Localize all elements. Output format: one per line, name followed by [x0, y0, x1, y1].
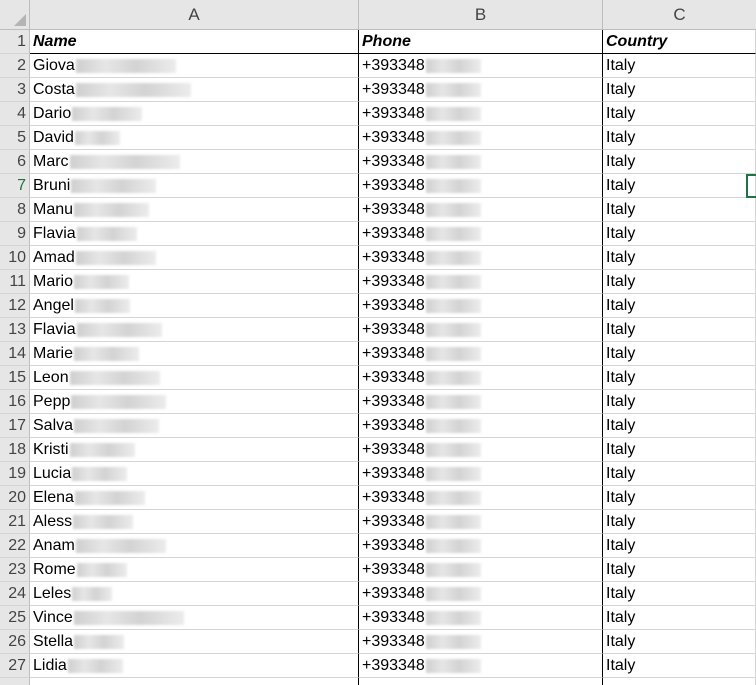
- redaction-blur: [426, 491, 481, 505]
- redaction-blur: [75, 491, 145, 505]
- row-header-10[interactable]: 10: [0, 246, 30, 270]
- name-text: Anam: [33, 537, 75, 554]
- redaction-blur: [426, 107, 481, 121]
- country-cell[interactable]: Italy: [603, 390, 756, 414]
- name-text: Aless: [33, 513, 73, 530]
- phone-text: +393348: [362, 249, 425, 266]
- header-country[interactable]: Country: [603, 30, 756, 54]
- phone-text: +393348: [362, 153, 425, 170]
- redaction-blur: [76, 59, 176, 73]
- select-all-corner[interactable]: [0, 0, 30, 30]
- row-header-13[interactable]: 13: [0, 318, 30, 342]
- phone-cell[interactable]: [359, 486, 603, 510]
- phone-text: +393348: [362, 225, 425, 242]
- redaction-blur: [426, 539, 481, 553]
- country-cell[interactable]: Italy: [603, 270, 756, 294]
- country-cell[interactable]: Italy: [603, 462, 756, 486]
- country-cell[interactable]: Italy: [603, 630, 756, 654]
- redaction-blur: [426, 467, 481, 481]
- redaction-blur: [74, 203, 149, 217]
- redaction-blur: [73, 515, 133, 529]
- country-cell[interactable]: Italy: [603, 150, 756, 174]
- redaction-blur: [426, 179, 481, 193]
- name-cell[interactable]: [30, 366, 359, 390]
- name-text: David: [33, 129, 74, 146]
- redaction-blur: [76, 83, 191, 97]
- phone-cell[interactable]: [359, 438, 603, 462]
- name-cell[interactable]: [30, 606, 359, 630]
- row-header-8[interactable]: 8: [0, 198, 30, 222]
- row-header-23[interactable]: 23: [0, 558, 30, 582]
- column-header-b[interactable]: B: [359, 0, 603, 30]
- redaction-blur: [426, 635, 481, 649]
- phone-cell[interactable]: [359, 246, 603, 270]
- name-text: Manu: [33, 201, 74, 218]
- country-cell[interactable]: Italy: [603, 534, 756, 558]
- name-cell[interactable]: [30, 390, 359, 414]
- phone-cell[interactable]: [359, 270, 603, 294]
- name-cell[interactable]: [30, 654, 359, 678]
- redaction-blur: [72, 467, 127, 481]
- phone-cell[interactable]: [359, 294, 603, 318]
- phone-text: +393348: [362, 393, 425, 410]
- row-header-6[interactable]: 6: [0, 150, 30, 174]
- name-cell[interactable]: [30, 54, 359, 78]
- country-cell[interactable]: Italy: [603, 558, 756, 582]
- phone-text: +393348: [362, 129, 425, 146]
- row-header-24[interactable]: 24: [0, 582, 30, 606]
- redaction-blur: [77, 227, 137, 241]
- row-header-15[interactable]: 15: [0, 366, 30, 390]
- phone-text: +393348: [362, 177, 425, 194]
- row-header-7[interactable]: 7: [0, 174, 30, 198]
- redaction-blur: [72, 107, 142, 121]
- phone-text: +393348: [362, 81, 425, 98]
- phone-cell[interactable]: [359, 150, 603, 174]
- row-header-18[interactable]: 18: [0, 438, 30, 462]
- redaction-blur: [426, 443, 481, 457]
- country-cell[interactable]: Italy: [603, 294, 756, 318]
- name-cell[interactable]: [30, 582, 359, 606]
- phone-cell[interactable]: [359, 462, 603, 486]
- phone-cell[interactable]: [359, 630, 603, 654]
- row-header-2[interactable]: 2: [0, 54, 30, 78]
- phone-text: +393348: [362, 633, 425, 650]
- redaction-blur: [75, 299, 130, 313]
- name-cell[interactable]: [30, 126, 359, 150]
- row-header-3[interactable]: 3: [0, 78, 30, 102]
- name-cell[interactable]: [30, 102, 359, 126]
- phone-cell[interactable]: [359, 318, 603, 342]
- row-header-11[interactable]: 11: [0, 270, 30, 294]
- country-cell[interactable]: Italy: [603, 222, 756, 246]
- row-header-22[interactable]: 22: [0, 534, 30, 558]
- redaction-blur: [68, 659, 123, 673]
- row-header-4[interactable]: 4: [0, 102, 30, 126]
- name-text: Flavia: [33, 225, 76, 242]
- phone-cell[interactable]: [359, 198, 603, 222]
- header-name[interactable]: Name: [30, 30, 359, 54]
- country-cell[interactable]: Italy: [603, 366, 756, 390]
- country-cell[interactable]: Italy: [603, 486, 756, 510]
- name-text: Leon: [33, 369, 69, 386]
- phone-cell[interactable]: [359, 78, 603, 102]
- phone-cell[interactable]: [359, 102, 603, 126]
- name-cell[interactable]: [30, 558, 359, 582]
- name-cell[interactable]: [30, 318, 359, 342]
- redaction-blur: [426, 203, 481, 217]
- name-cell[interactable]: [30, 462, 359, 486]
- phone-cell[interactable]: [359, 222, 603, 246]
- name-text: Costa: [33, 81, 75, 98]
- redaction-blur: [426, 323, 481, 337]
- name-text: Mario: [33, 273, 74, 290]
- row-header-9[interactable]: 9: [0, 222, 30, 246]
- redaction-blur: [70, 371, 160, 385]
- redaction-blur: [76, 251, 156, 265]
- phone-cell[interactable]: [359, 54, 603, 78]
- country-cell[interactable]: Italy: [603, 438, 756, 462]
- redaction-blur: [75, 131, 120, 145]
- phone-text: +393348: [362, 201, 425, 218]
- name-cell[interactable]: [30, 174, 359, 198]
- phone-text: +393348: [362, 585, 425, 602]
- name-text: Flavia: [33, 321, 76, 338]
- redaction-blur: [426, 275, 481, 289]
- redaction-blur: [70, 155, 180, 169]
- row-header-12[interactable]: 12: [0, 294, 30, 318]
- redaction-blur: [426, 563, 481, 577]
- select-all-triangle-icon: [14, 14, 26, 26]
- name-text: Amad: [33, 249, 75, 266]
- phone-text: +393348: [362, 609, 425, 626]
- phone-cell[interactable]: [359, 414, 603, 438]
- name-text: Lidia: [33, 657, 67, 674]
- phone-cell[interactable]: [359, 366, 603, 390]
- redaction-blur: [77, 563, 127, 577]
- redaction-blur: [74, 347, 139, 361]
- country-cell[interactable]: Italy: [603, 342, 756, 366]
- redaction-blur: [72, 587, 112, 601]
- phone-cell[interactable]: [359, 606, 603, 630]
- name-text: Lucia: [33, 465, 72, 482]
- redaction-blur: [76, 539, 166, 553]
- country-cell[interactable]: Italy: [603, 126, 756, 150]
- phone-text: +393348: [362, 465, 425, 482]
- redaction-blur: [426, 155, 481, 169]
- redaction-blur: [426, 515, 481, 529]
- redaction-blur: [426, 59, 481, 73]
- name-cell[interactable]: [30, 510, 359, 534]
- row-header-27[interactable]: 27: [0, 654, 30, 678]
- phone-cell[interactable]: [359, 582, 603, 606]
- redaction-blur: [426, 371, 481, 385]
- name-text: Kristi: [33, 441, 69, 458]
- country-cell[interactable]: Italy: [603, 582, 756, 606]
- partial-cell[interactable]: [359, 678, 603, 685]
- redaction-blur: [426, 227, 481, 241]
- name-text: Elena: [33, 489, 74, 506]
- phone-text: +393348: [362, 57, 425, 74]
- name-cell[interactable]: [30, 534, 359, 558]
- name-text: Stella: [33, 633, 74, 650]
- country-cell[interactable]: Italy: [603, 654, 756, 678]
- phone-cell[interactable]: [359, 390, 603, 414]
- name-text: Salva: [33, 417, 74, 434]
- country-cell[interactable]: Italy: [603, 174, 756, 198]
- redaction-blur: [77, 323, 162, 337]
- redaction-blur: [426, 611, 481, 625]
- redaction-blur: [74, 611, 184, 625]
- phone-text: +393348: [362, 297, 425, 314]
- row-header-16[interactable]: 16: [0, 390, 30, 414]
- country-cell[interactable]: Italy: [603, 510, 756, 534]
- phone-text: +393348: [362, 657, 425, 674]
- redaction-blur: [74, 275, 129, 289]
- redaction-blur: [426, 299, 481, 313]
- name-text: Pepp: [33, 393, 71, 410]
- phone-cell[interactable]: [359, 534, 603, 558]
- name-cell[interactable]: [30, 150, 359, 174]
- phone-cell[interactable]: [359, 558, 603, 582]
- partial-cell[interactable]: [603, 678, 756, 685]
- name-cell[interactable]: [30, 246, 359, 270]
- phone-cell[interactable]: [359, 654, 603, 678]
- selected-cell-frame: [746, 174, 756, 198]
- row-header-25[interactable]: 25: [0, 606, 30, 630]
- phone-text: +393348: [362, 105, 425, 122]
- name-cell[interactable]: [30, 630, 359, 654]
- phone-text: +393348: [362, 321, 425, 338]
- name-text: Marie: [33, 345, 74, 362]
- name-cell[interactable]: [30, 342, 359, 366]
- phone-cell[interactable]: [359, 510, 603, 534]
- row-header-26[interactable]: 26: [0, 630, 30, 654]
- phone-text: +393348: [362, 537, 425, 554]
- name-text: Dario: [33, 105, 72, 122]
- phone-text: +393348: [362, 417, 425, 434]
- name-cell[interactable]: [30, 78, 359, 102]
- row-header-5[interactable]: 5: [0, 126, 30, 150]
- header-phone[interactable]: Phone: [359, 30, 603, 54]
- country-cell[interactable]: Italy: [603, 198, 756, 222]
- redaction-blur: [426, 419, 481, 433]
- country-cell[interactable]: Italy: [603, 54, 756, 78]
- name-cell[interactable]: [30, 438, 359, 462]
- redaction-blur: [70, 443, 135, 457]
- name-cell[interactable]: [30, 414, 359, 438]
- name-cell[interactable]: [30, 270, 359, 294]
- name-cell[interactable]: [30, 486, 359, 510]
- redaction-blur: [71, 179, 156, 193]
- name-cell[interactable]: [30, 294, 359, 318]
- redaction-blur: [426, 587, 481, 601]
- redaction-blur: [74, 419, 159, 433]
- phone-text: +393348: [362, 513, 425, 530]
- column-header-c[interactable]: C: [603, 0, 756, 30]
- row-header-17[interactable]: 17: [0, 414, 30, 438]
- name-text: Bruni: [33, 177, 71, 194]
- country-cell[interactable]: Italy: [603, 318, 756, 342]
- name-cell[interactable]: [30, 198, 359, 222]
- redaction-blur: [426, 347, 481, 361]
- name-text: Leles: [33, 585, 72, 602]
- phone-text: +393348: [362, 561, 425, 578]
- phone-text: +393348: [362, 441, 425, 458]
- phone-text: +393348: [362, 489, 425, 506]
- phone-cell[interactable]: [359, 126, 603, 150]
- row-header-21[interactable]: 21: [0, 510, 30, 534]
- phone-cell[interactable]: [359, 342, 603, 366]
- name-text: Angel: [33, 297, 74, 314]
- redaction-blur: [74, 635, 124, 649]
- phone-text: +393348: [362, 369, 425, 386]
- redaction-blur: [426, 251, 481, 265]
- country-cell[interactable]: Italy: [603, 414, 756, 438]
- country-cell[interactable]: Italy: [603, 78, 756, 102]
- row-header-14[interactable]: 14: [0, 342, 30, 366]
- row-header-1[interactable]: 1: [0, 30, 30, 54]
- row-header-partial[interactable]: [0, 678, 30, 685]
- phone-cell[interactable]: [359, 174, 603, 198]
- country-cell[interactable]: Italy: [603, 246, 756, 270]
- phone-text: +393348: [362, 345, 425, 362]
- name-text: Vince: [33, 609, 73, 626]
- name-text: Marc: [33, 153, 69, 170]
- country-cell[interactable]: Italy: [603, 606, 756, 630]
- country-cell[interactable]: Italy: [603, 102, 756, 126]
- phone-text: +393348: [362, 273, 425, 290]
- redaction-blur: [426, 659, 481, 673]
- name-cell[interactable]: [30, 222, 359, 246]
- row-header-20[interactable]: 20: [0, 486, 30, 510]
- partial-cell[interactable]: [30, 678, 359, 685]
- redaction-blur: [71, 395, 166, 409]
- row-header-19[interactable]: 19: [0, 462, 30, 486]
- column-header-a[interactable]: A: [30, 0, 359, 30]
- redaction-blur: [426, 131, 481, 145]
- name-text: Giova: [33, 57, 75, 74]
- name-text: Rome: [33, 561, 76, 578]
- redaction-blur: [426, 395, 481, 409]
- redaction-blur: [426, 83, 481, 97]
